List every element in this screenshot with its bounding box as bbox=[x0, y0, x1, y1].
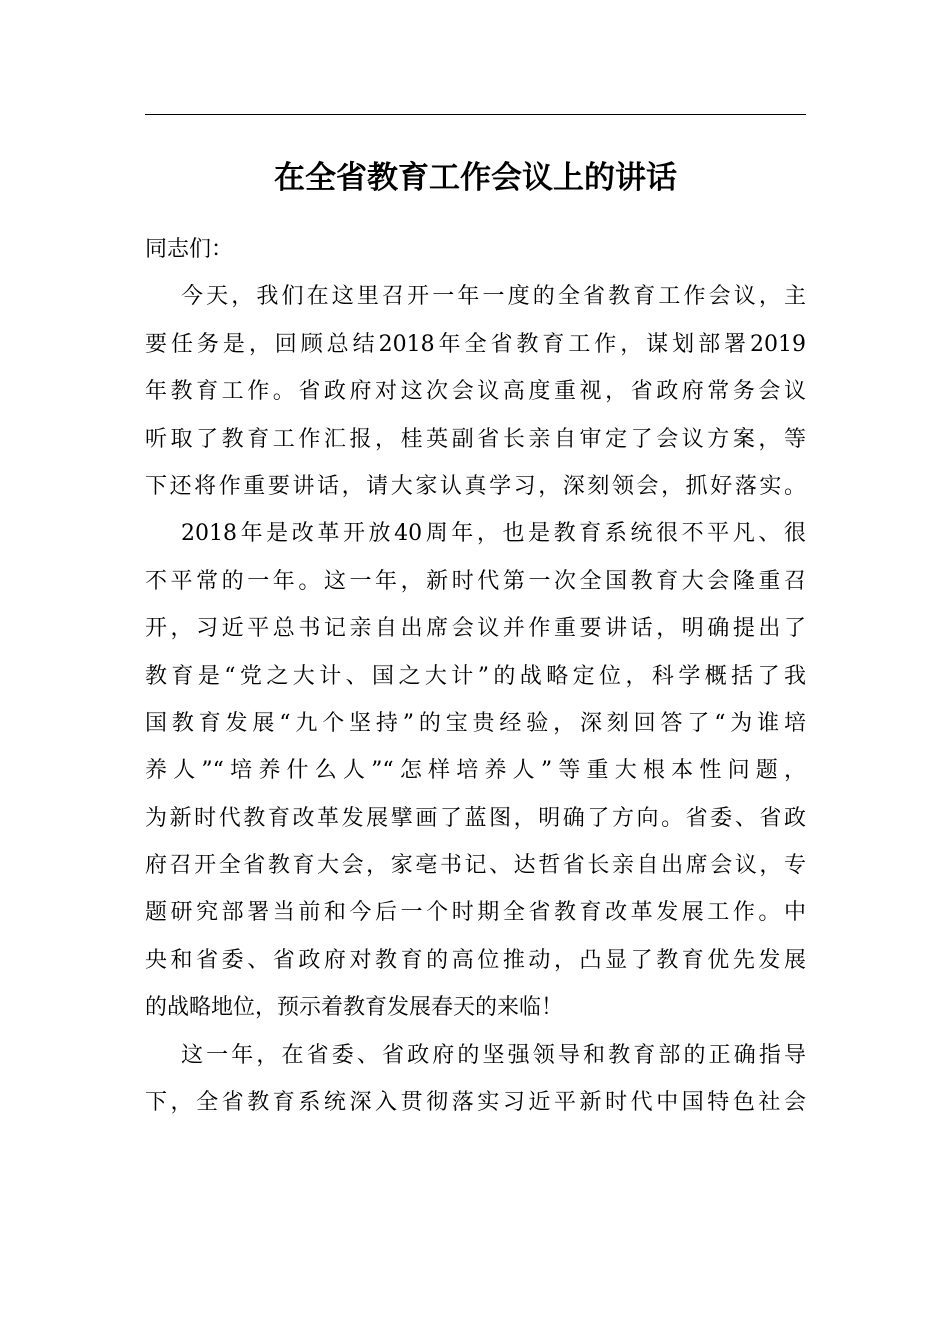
paragraph-2-line-4: 教育是“党之大计、国之大计”的战略定位，科学概括了我 bbox=[145, 663, 806, 689]
paragraph-2-line-5: 国教育发展“九个坚持”的宝贵经验，深刻回答了“为谁培 bbox=[145, 710, 806, 736]
document-title: 在全省教育工作会议上的讲话 bbox=[274, 160, 677, 196]
document-body bbox=[145, 226, 806, 1126]
paragraph-2-line-8: 府召开全省教育大会，家亳书记、达哲省长亲自出席会议，专 bbox=[145, 853, 806, 879]
paragraph-1-line-4: 听取了教育工作汇报，桂英副省长亲自审定了会议方案，等 bbox=[145, 426, 806, 452]
paragraph-2-line-6: 养人”“培养什么人”“怎样培养人”等重大根本性问题， bbox=[145, 758, 806, 784]
header-rule bbox=[145, 114, 806, 115]
paragraph-2-line-7: 为新时代教育改革发展擘画了蓝图，明确了方向。省委、省政 bbox=[145, 805, 806, 831]
paragraph-1-line-3: 年教育工作。省政府对这次会议高度重视，省政府常务会议 bbox=[145, 379, 806, 405]
salutation: 同志们： bbox=[145, 237, 234, 262]
paragraph-3-line-1: 这一年，在省委、省政府的坚强领导和教育部的正确指导 bbox=[181, 1042, 806, 1068]
paragraph-2-line-11: 的战略地位，预示着教育发展春天的来临！ bbox=[145, 995, 564, 1021]
paragraph-1-line-1: 今天，我们在这里召开一年一度的全省教育工作会议，主 bbox=[181, 284, 806, 310]
paragraph-3-line-2: 下，全省教育系统深入贯彻落实习近平新时代中国特色社会 bbox=[145, 1090, 806, 1116]
paragraph-2-line-1: 2018年是改革开放40周年，也是教育系统很不平凡、很 bbox=[181, 521, 806, 547]
paragraph-2-line-10: 央和省委、省政府对教育的高位推动，凸显了教育优先发展 bbox=[145, 947, 806, 973]
paragraph-1-line-2: 要任务是，回顾总结2018年全省教育工作，谋划部署2019 bbox=[145, 331, 806, 357]
paragraph-2-line-3: 开，习近平总书记亲自出席会议并作重要讲话，明确提出了 bbox=[145, 616, 806, 642]
paragraph-2-line-2: 不平常的一年。这一年，新时代第一次全国教育大会隆重召 bbox=[145, 568, 806, 594]
paragraph-2-line-9: 题研究部署当前和今后一个时期全省教育改革发展工作。中 bbox=[145, 900, 806, 926]
paragraph-1-line-5: 下还将作重要讲话，请大家认真学习，深刻领会，抓好落实。 bbox=[145, 473, 806, 499]
